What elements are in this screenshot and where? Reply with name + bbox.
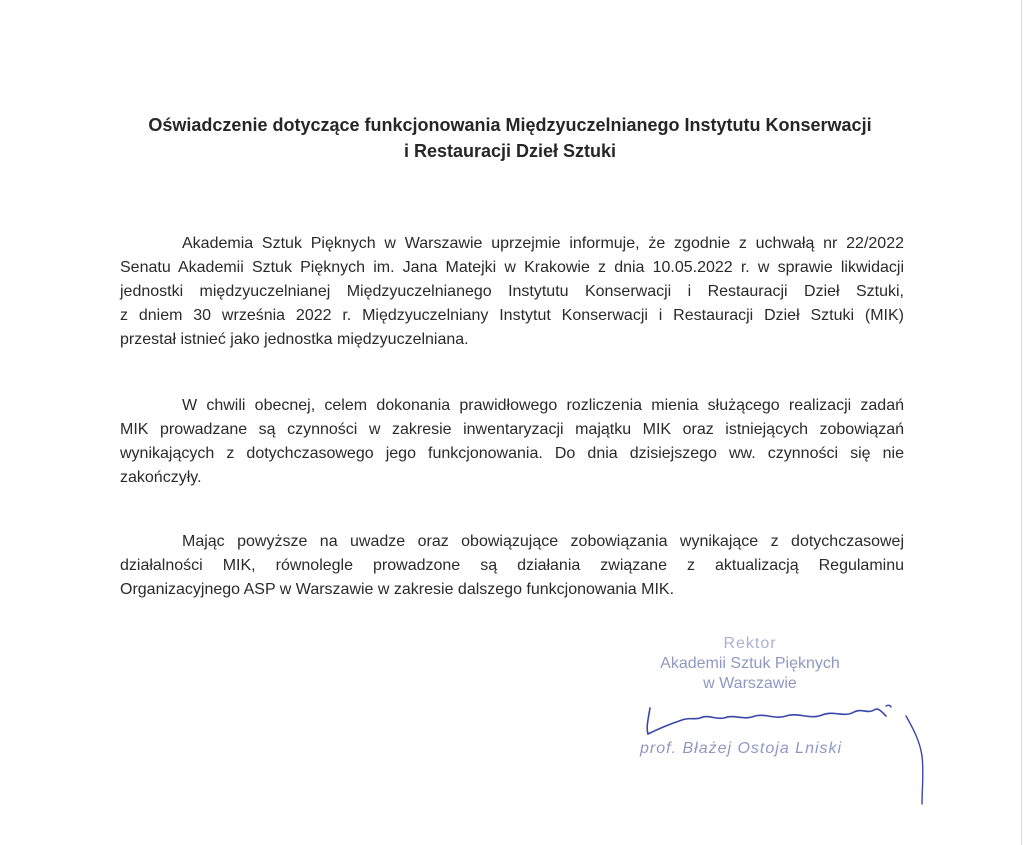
stamp-institution-line-1: Akademii Sztuk Pięknych [660,655,840,672]
stamp-signatory-name: prof. Błażej Ostoja Lniski [640,740,843,757]
paragraph-2-line-4: zakończyły. [120,469,202,486]
title-line-1: Oświadczenie dotyczące funkcjonowania Międzyuczelnianego Instytutu Konserwacji [148,115,872,135]
paragraph-1-line-3: jednostki międzyuczelnianej Międzyuczelnianego Instytutu Konserwacji i Restauracji Dzieł Sztuki, [120,283,904,300]
paragraph-2 [120,394,904,490]
stamp-role: Rektor [723,635,777,652]
paragraph-1 [120,232,904,352]
paragraph-3 [120,530,904,602]
paragraph-3-line-2: działalności MIK, równolegle prowadzone są działania związane z aktualizacją Regulaminu [120,557,904,574]
paragraph-3-line-3: Organizacyjnego ASP w Warszawie w zakresie dalszego funkcjonowania MIK. [120,581,675,598]
rector-stamp [620,634,880,694]
paragraph-1-line-4: z dniem 30 września 2022 r. Międzyuczelniany Instytut Konserwacji i Restauracji Dzieł Sztuki (MIK) [120,307,904,324]
signature-stroke-flourish [906,716,923,804]
title-line-2: i Restauracji Dzieł Sztuki [403,141,617,161]
page-edge [1021,0,1022,845]
document-title [90,112,930,164]
signature-stroke-dot [886,705,891,707]
paragraph-2-line-2: MIK prowadzane są czynności w zakresie inwentaryzacji majątku MIK oraz istniejących zobowiązań [120,421,904,438]
paragraph-1-line-2: Senatu Akademii Sztuk Pięknych im. Jana Matejki w Krakowie z dnia 10.05.2022 r. w sprawie likwidacji [120,259,904,276]
paragraph-1-line-1: Akademia Sztuk Pięknych w Warszawie uprzejmie informuje, że zgodnie z uchwałą nr 22/2022 [182,235,904,252]
paragraph-2-line-1: W chwili obecnej, celem dokonania prawidłowego rozliczenia mienia służącego realizacji zadań [182,397,904,414]
paragraph-3-line-1: Mając powyższe na uwadze oraz obowiązujące zobowiązania wynikające z dotychczasowej [182,533,904,550]
paragraph-1-line-5: przestał istnieć jako jednostka międzyuczelniana. [120,331,469,348]
signature-stroke-main [647,708,886,734]
paragraph-2-line-3: wynikających z dotychczasowego jego funkcjonowania. Do dnia dzisiejszego ww. czynności się nie [120,445,904,462]
stamp-institution-line-2: w Warszawie [703,675,797,692]
